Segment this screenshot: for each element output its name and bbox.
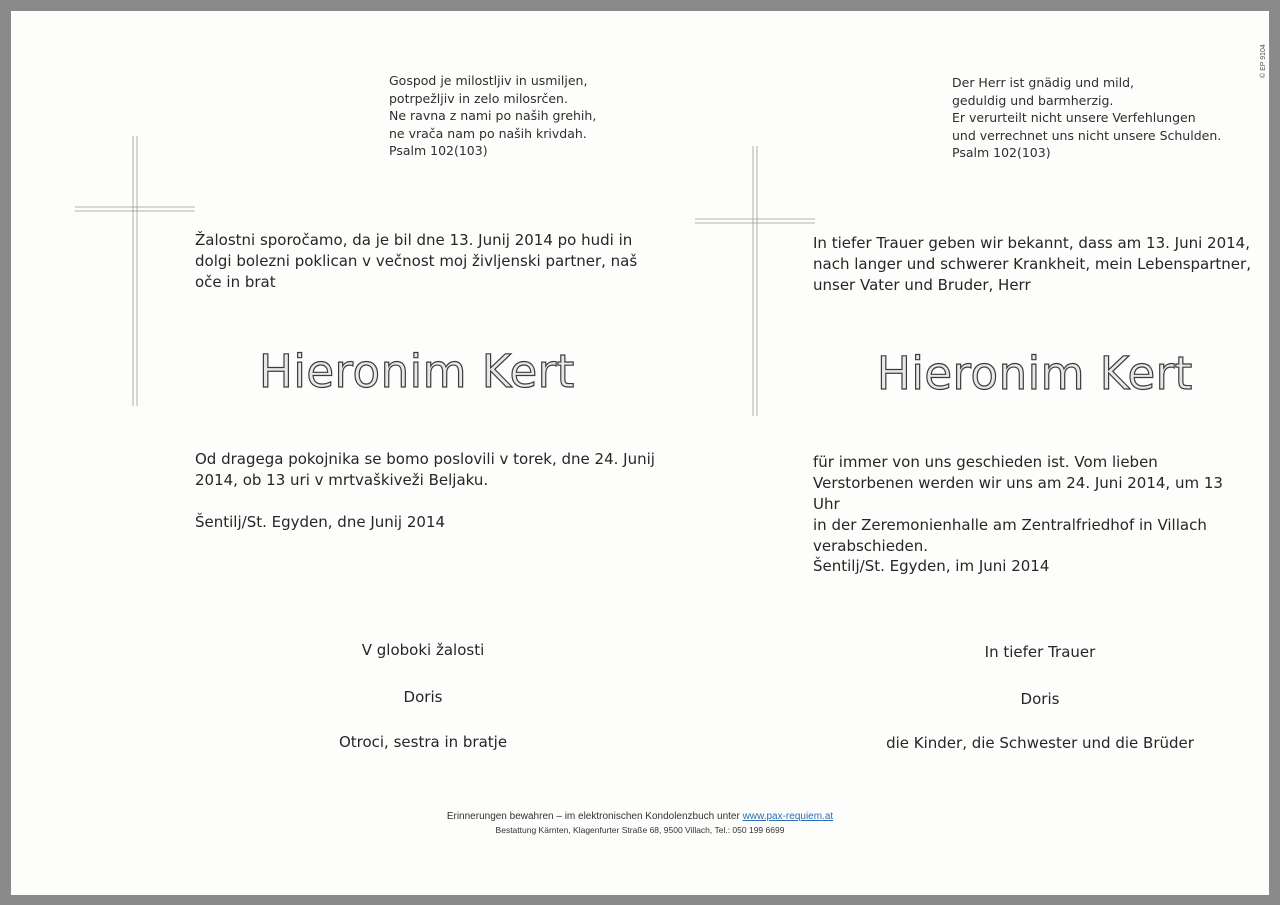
cross-icon: [71, 136, 201, 411]
psalm-line: Gospod je milostljiv in usmiljen,: [389, 73, 588, 88]
psalm-reference: Psalm 102(103): [389, 143, 488, 158]
place-date-slovenian: Šentilj/St. Egyden, dne Junij 2014: [195, 513, 446, 531]
funeral-info-slovenian: [195, 449, 665, 491]
psalm-line: Der Herr ist gnädig und mild,: [952, 75, 1135, 90]
footer-condolence-line: [340, 811, 940, 822]
funeral-line: für immer von uns geschieden ist. Vom lieben: [813, 453, 1158, 471]
psalm-slovenian: [389, 72, 629, 160]
signer-german: Doris: [1020, 690, 1060, 708]
place-date-german: Šentilj/St. Egyden, im Juni 2014: [813, 557, 1050, 575]
announcement-line: nach langer und schwerer Krankheit, mein Lebenspartner,: [813, 255, 1251, 273]
funeral-line: 2014, ob 13 uri v mrtvaškiveži Beljaku.: [195, 471, 489, 489]
announcement-line: In tiefer Trauer geben wir bekannt, dass am 13. Juni 2014,: [813, 234, 1250, 252]
footer-condolence-text: Erinnerungen bewahren – im elektronischen Kondolenzbuch unter: [446, 811, 743, 822]
funeral-line: in der Zeremonienhalle am Zentralfriedhof in Villach: [813, 516, 1207, 534]
funeral-line: verabschieden.: [813, 537, 928, 555]
announcement-german: [813, 233, 1253, 296]
psalm-reference: Psalm 102(103): [952, 145, 1051, 160]
copyright-mark: © EP 9104: [1260, 44, 1267, 78]
mourning-german: In tiefer Trauer: [984, 643, 1096, 661]
deceased-name-german: Hieronim Kert: [877, 347, 1193, 400]
funeral-line: Od dragega pokojnika se bomo poslovili v torek, dne 24. Junij: [195, 450, 655, 468]
announcement-line: Žalostni sporočamo, da je bil dne 13. Junij 2014 po hudi in: [195, 231, 633, 249]
announcement-line: oče in brat: [195, 273, 276, 291]
family-slovenian: Otroci, sestra in bratje: [338, 733, 508, 751]
mourning-slovenian: V globoki žalosti: [361, 641, 485, 659]
family-german: die Kinder, die Schwester und die Brüder: [886, 734, 1194, 752]
cross-icon: [691, 146, 821, 421]
psalm-line: Er verurteilt nicht unsere Verfehlungen: [952, 110, 1196, 125]
footer: [340, 811, 940, 835]
psalm-line: potrpežljiv in zelo milosrčen.: [389, 90, 568, 106]
psalm-german: [952, 74, 1232, 162]
psalm-line: geduldig und barmherzig.: [952, 92, 1114, 108]
obituary-sheet: [11, 11, 1269, 895]
announcement-line: dolgi bolezni poklican v večnost moj življenski partner, naš: [195, 252, 638, 270]
footer-address: Bestattung Kärnten, Klagenfurter Straße 68, 9500 Villach, Tel.: 050 199 6699: [495, 825, 785, 835]
announcement-slovenian: [195, 230, 655, 293]
psalm-line: Ne ravna z nami po naših grehih,: [389, 108, 597, 123]
psalm-line: und verrechnet uns nicht unsere Schulden.: [952, 127, 1222, 143]
funeral-line: Verstorbenen werden wir uns am 24. Juni 2014, um 13 Uhr: [813, 474, 1223, 513]
psalm-line: ne vrača nam po naših krivdah.: [389, 125, 587, 141]
condolence-link[interactable]: www.pax-requiem.at: [742, 811, 834, 822]
announcement-line: unser Vater und Bruder, Herr: [813, 276, 1031, 294]
deceased-name-slovenian: Hieronim Kert: [259, 345, 575, 398]
signer-slovenian: Doris: [403, 688, 443, 706]
funeral-info-german: [813, 452, 1253, 557]
